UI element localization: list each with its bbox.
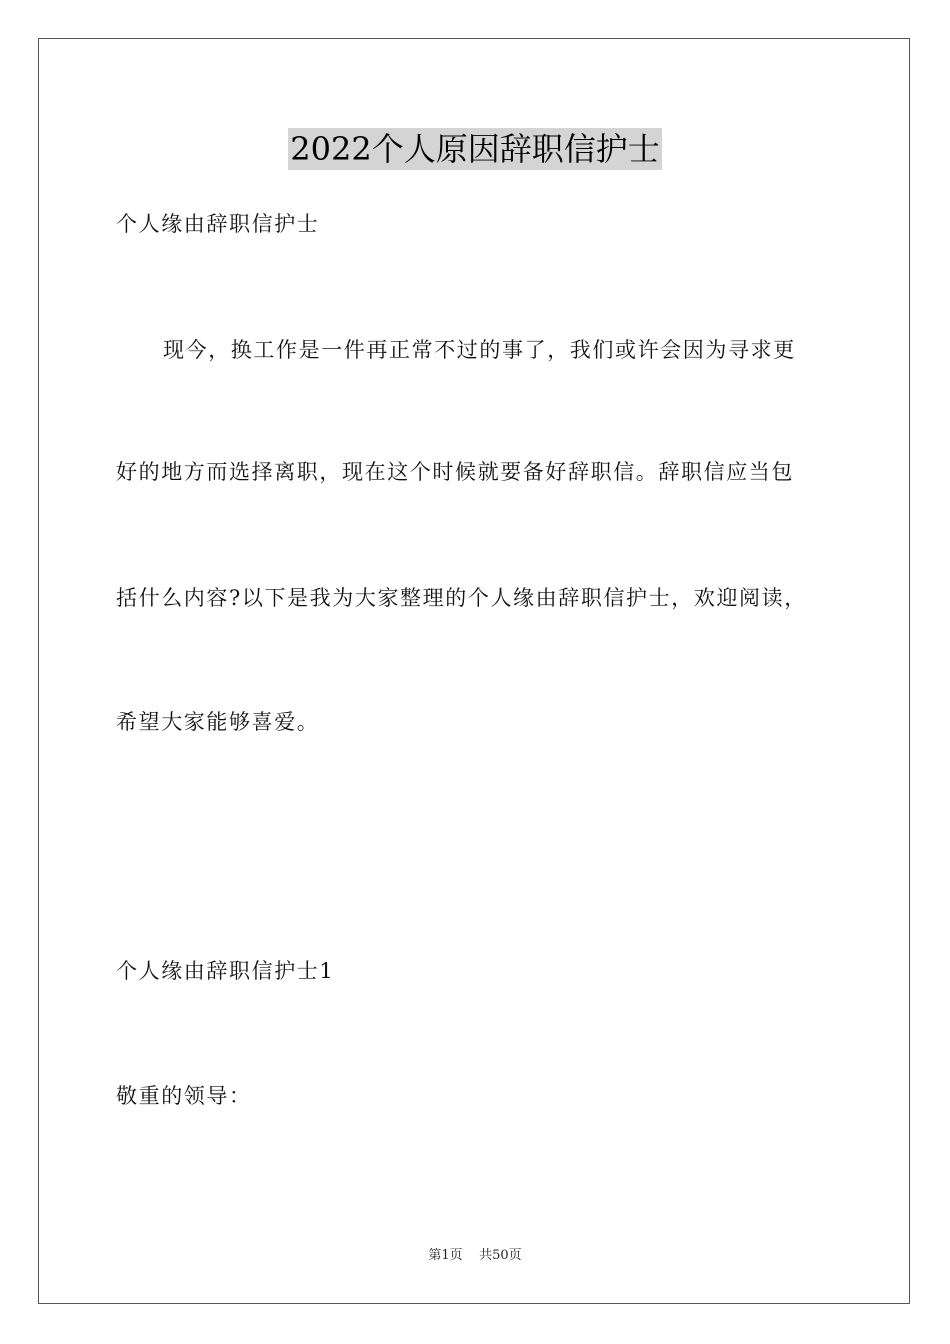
- paragraph-line-4: 希望大家能够喜爱。: [116, 710, 320, 734]
- section-heading: 个人缘由辞职信护士1: [116, 959, 335, 983]
- salutation: 敬重的领导：: [116, 1084, 252, 1108]
- paragraph-line-1: 现今，换工作是一件再正常不过的事了，我们或许会因为寻求更: [163, 338, 796, 362]
- paragraph-line-3: 括什么内容?以下是我为大家整理的个人缘由辞职信护士，欢迎阅读，: [116, 586, 807, 610]
- document-subtitle: 个人缘由辞职信护士: [116, 212, 320, 236]
- title-container: [0, 128, 950, 170]
- document-title: 2022个人原因辞职信护士: [290, 130, 660, 168]
- paragraph-line-2: 好的地方而选择离职，现在这个时候就要备好辞职信。辞职信应当包: [116, 460, 794, 484]
- page-number-footer: 第1页 共50页: [428, 1248, 522, 1263]
